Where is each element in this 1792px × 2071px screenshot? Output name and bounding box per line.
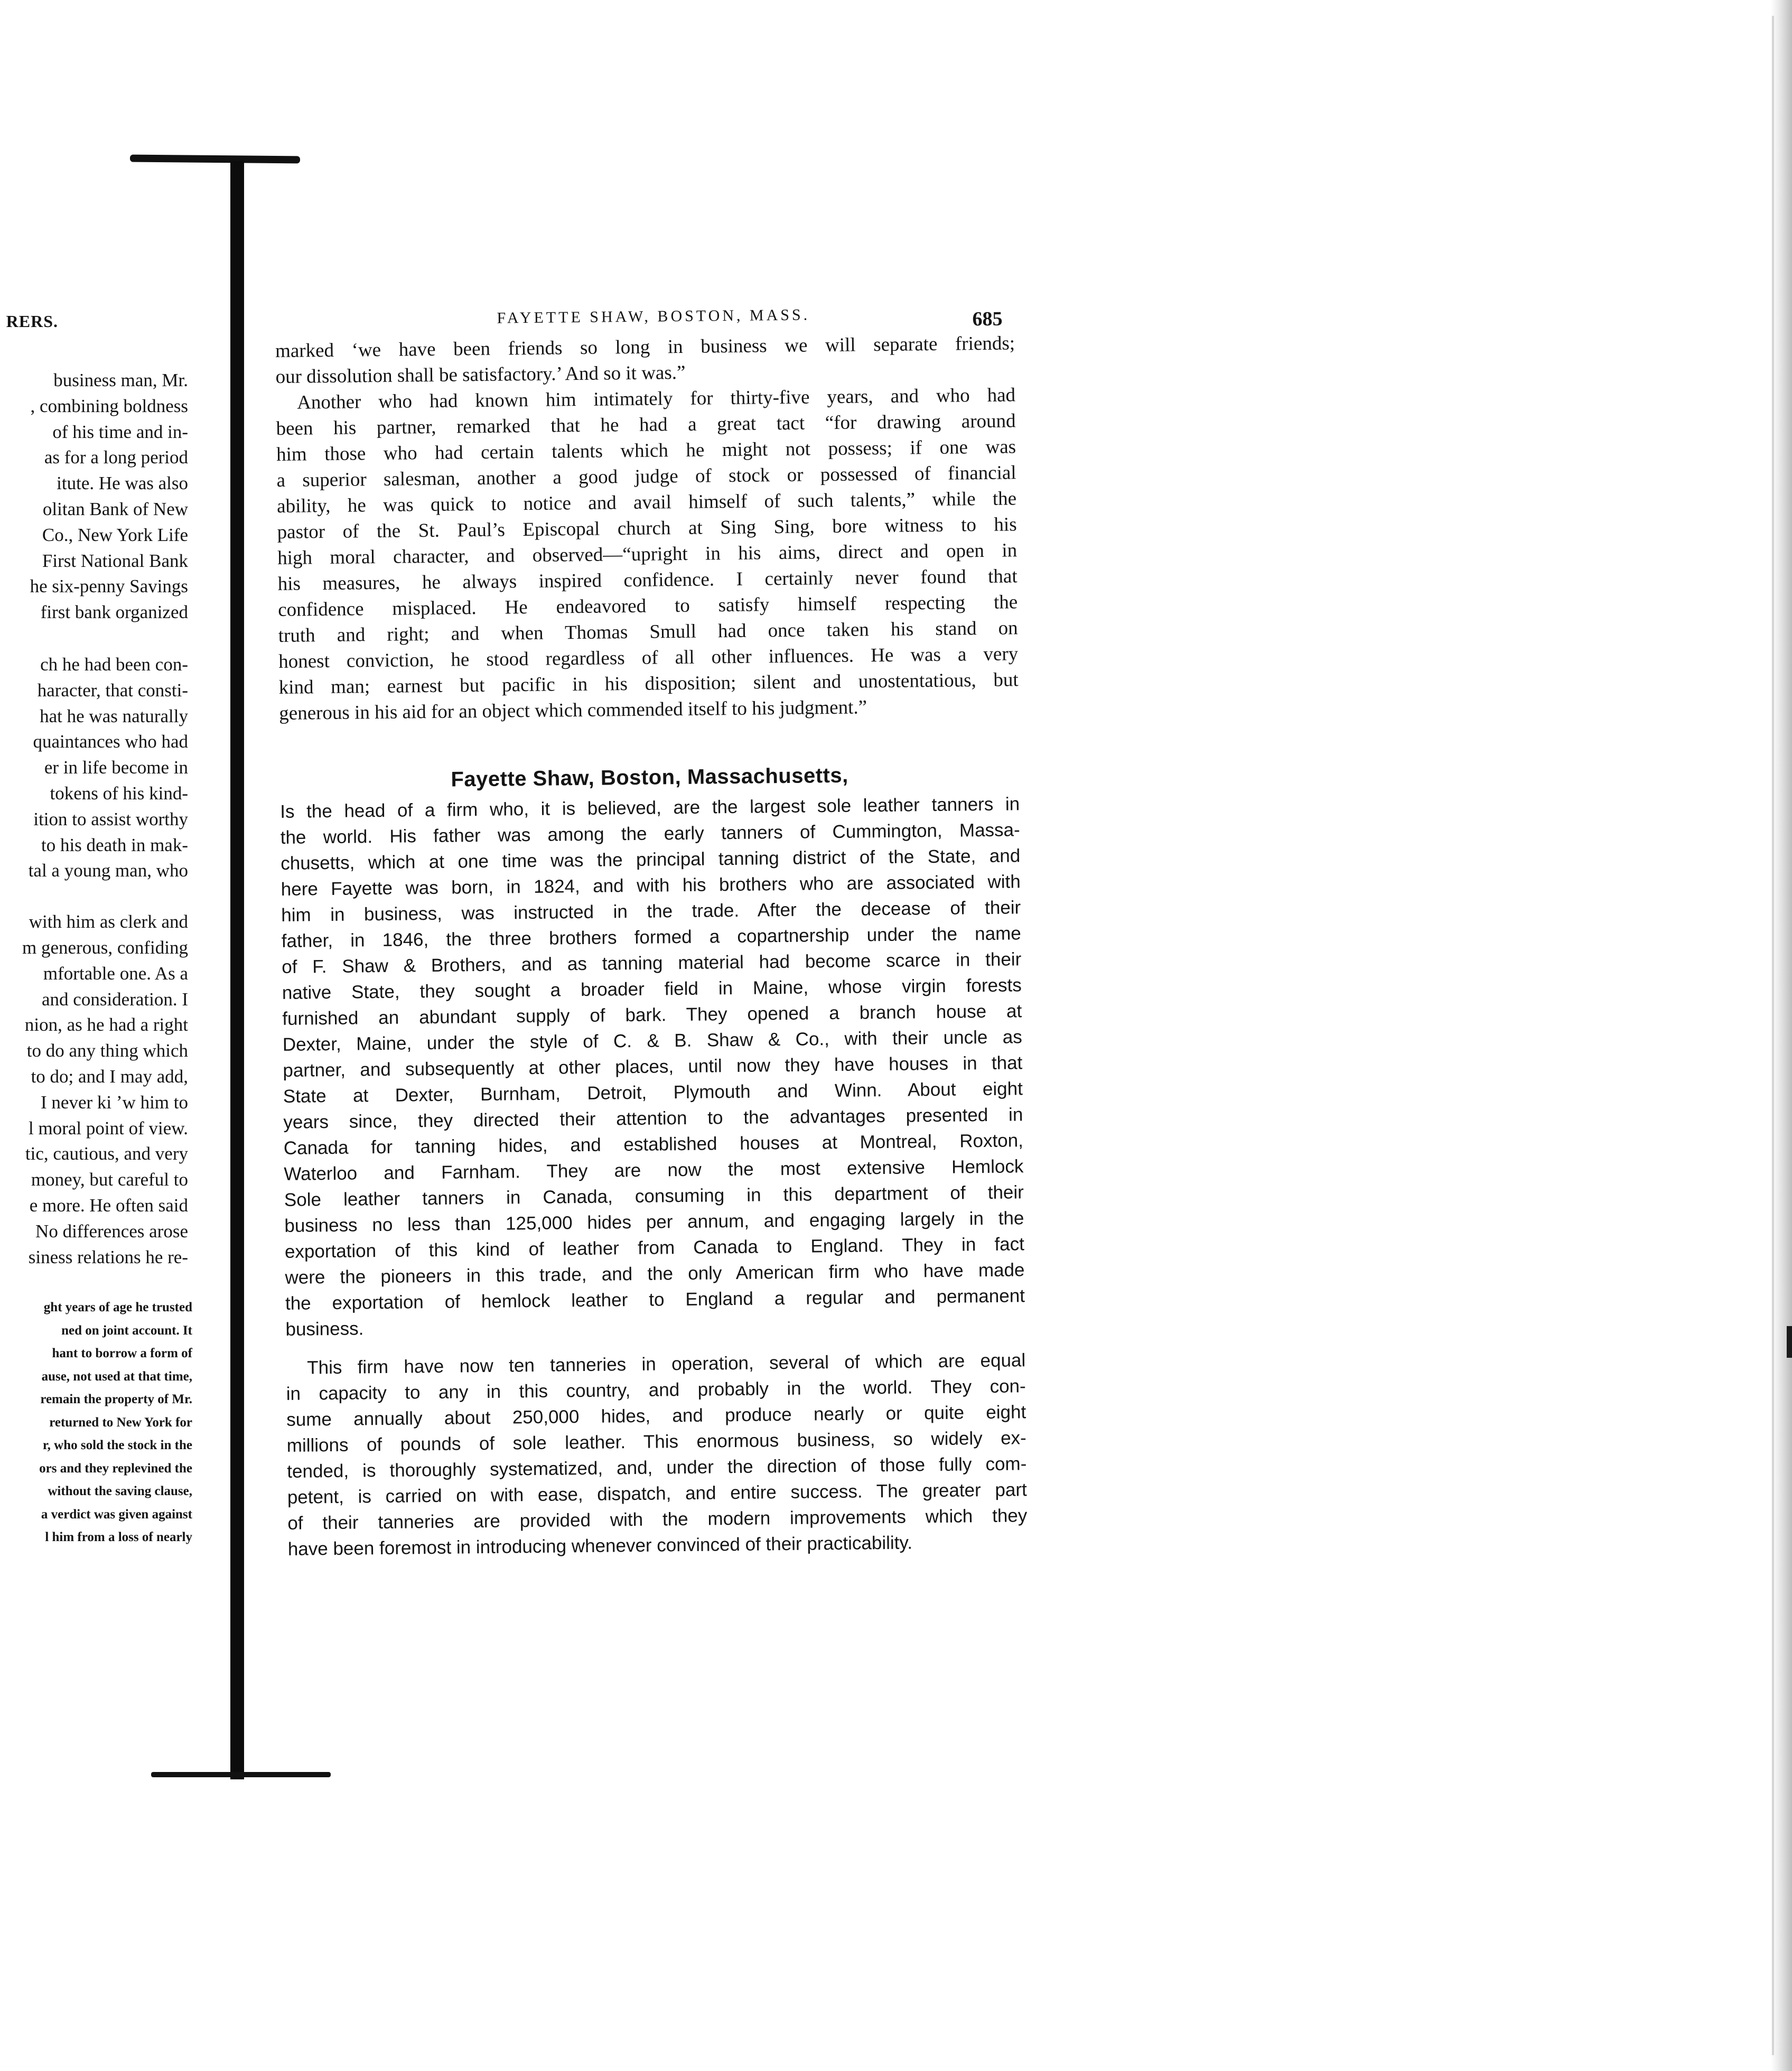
- text-line: were the pioneers in this trade, and the only American firm who have made: [285, 1260, 1025, 1288]
- text-line: business no less than 125,000 hides per annum, and engaging largely in the: [284, 1208, 1024, 1236]
- text-line: furnished an abundant supply of bark. They opened a branch house at: [282, 1001, 1022, 1029]
- left-page-line: tal a young man, who: [28, 860, 188, 881]
- left-footnote-line: returned to New York for: [49, 1415, 192, 1430]
- left-page-line: I never ki ʼw him to: [41, 1092, 188, 1113]
- left-page-line: tic, cautious, and very: [25, 1143, 188, 1164]
- left-footnote-line: hant to borrow a form of: [52, 1346, 192, 1360]
- left-page-line: First National Bank: [42, 550, 188, 571]
- left-page-line: quaintances who had: [33, 731, 188, 752]
- running-head: [275, 288, 1015, 338]
- main-page: [275, 288, 1028, 1562]
- text-line: the exportation of hemlock leather to England a regular and permanent: [285, 1285, 1025, 1314]
- text-line: Canada for tanning hides, and established houses at Montreal, Roxton,: [283, 1130, 1024, 1159]
- page-edge-line: [1772, 16, 1774, 2055]
- text-line: confidence misplaced. He endeavored to satisfy himself respecting the: [278, 591, 1018, 621]
- left-page-line: ition to assist worthy: [33, 808, 188, 829]
- left-page-line: first bank organized: [40, 602, 188, 623]
- text-line: ability, he was quick to notice and avail himself of such talents,” while the: [276, 488, 1017, 517]
- text-line: our dissolution shall be satisfactory.’ And so it was.”: [275, 361, 686, 388]
- text-line: native State, they sought a broader field in Maine, whose virgin forests: [282, 975, 1022, 1003]
- left-page-line: money, but careful to: [31, 1169, 188, 1190]
- left-page-header: RERS.: [6, 312, 58, 331]
- text-line: Is the head of a firm who, it is believed, are the largest sole leather tanners in: [280, 794, 1020, 822]
- text-line: tended, is thoroughly systematized, and, under the direction of those fully com-: [287, 1453, 1027, 1482]
- text-line: honest conviction, he stood regardless of all other influences. He was a very: [278, 643, 1019, 673]
- body-paragraph-2: [286, 1347, 1028, 1562]
- text-line: him those who had certain talents which he might not possess; if one was: [276, 436, 1016, 465]
- text-line: pastor of the St. Paul’s Episcopal church at Sing Sing, bore witness to his: [277, 514, 1017, 543]
- left-footnote-line: ght years of age he trusted: [43, 1300, 192, 1314]
- left-page-line: er in life become in: [44, 757, 188, 778]
- text-line: Waterloo and Farnham. They are now the most extensive Hemlock: [284, 1156, 1024, 1184]
- left-page-line: to do; and I may add,: [31, 1066, 188, 1087]
- left-footnote-line: a verdict was given against: [41, 1507, 192, 1522]
- text-line: of F. Shaw & Brothers, and as tanning material had become scarce in their: [282, 949, 1022, 977]
- left-page-line: mfortable one. As a: [43, 963, 188, 984]
- text-line: years since, they directed their attention to the advantages presented in: [283, 1104, 1023, 1133]
- left-page-line: siness relations he re-: [28, 1246, 188, 1267]
- text-line: high moral character, and observed—“upright in his aims, direct and open in: [277, 539, 1018, 569]
- body-paragraph-1: [280, 791, 1025, 1342]
- left-footnote-line: ause, not used at that time,: [41, 1369, 192, 1384]
- text-line: of their tanneries are provided with the modern improvements which they: [287, 1505, 1028, 1534]
- quote-paragraph-1: [275, 330, 1015, 390]
- left-footnote-line: ors and they replevined the: [39, 1461, 192, 1476]
- left-page-line: with him as clerk and: [29, 911, 188, 932]
- text-line: Another who had known him intimately for thirty-five years, and who had: [296, 384, 1016, 414]
- left-footnote-line: remain the property of Mr.: [40, 1392, 192, 1406]
- left-footnote-line: l him from a loss of nearly: [45, 1530, 192, 1544]
- page-number: 685: [972, 307, 1003, 331]
- edge-mark: [1787, 1326, 1792, 1358]
- left-page-line: l moral point of view.: [29, 1117, 188, 1139]
- text-line: have been foremost in introducing whenever convinced of their practicability.: [287, 1532, 913, 1560]
- text-line: a superior salesman, another a good judge of stock or possessed of financial: [276, 462, 1016, 491]
- left-page-line: hat he was naturally: [40, 705, 188, 726]
- left-page-line: to his death in mak-: [41, 834, 188, 855]
- gutter-divider-stem: [230, 161, 244, 1779]
- left-page-line: nion, as he had a right: [24, 1014, 188, 1036]
- text-line: truth and right; and when Thomas Smull had once taken his stand on: [278, 617, 1018, 647]
- left-page-line: tokens of his kind-: [50, 783, 188, 804]
- text-line: kind man; earnest but pacific in his disposition; silent and unostentatious, but: [278, 669, 1019, 698]
- quote-paragraph-2: [276, 382, 1019, 726]
- left-footnote-line: without the saving clause,: [48, 1484, 192, 1498]
- left-page-line: Co., New York Life: [42, 524, 188, 545]
- left-page-line: m generous, confiding: [22, 937, 188, 958]
- text-line: him in business, was instructed in the trade. After the decease of their: [281, 897, 1021, 926]
- left-footnote-line: r, who sold the stock in the: [42, 1438, 192, 1452]
- text-line: generous in his aid for an object which commended itself to his judgment.”: [279, 696, 867, 724]
- left-page-line: , combining boldness: [30, 395, 188, 416]
- left-page-line: olitan Bank of New: [42, 499, 188, 519]
- left-footnote-line: ned on joint account. It: [61, 1323, 192, 1338]
- text-line: millions of pounds of sole leather. This enormous business, so widely ex-: [286, 1428, 1026, 1456]
- text-line: been his partner, remarked that he had a great tact “for drawing around: [276, 410, 1016, 440]
- text-line: marked ‘we have been friends so long in business we will separate friends;: [275, 332, 1015, 362]
- text-line: Dexter, Maine, under the style of C. & B. Shaw & Co., with their uncle as: [282, 1027, 1022, 1055]
- left-page-line: ch he had been con-: [40, 654, 188, 675]
- left-page-line: business man, Mr.: [53, 370, 188, 390]
- text-line: This firm have now ten tanneries in operation, several of which are equal: [307, 1350, 1026, 1378]
- text-line: petent, is carried on with ease, dispatch, and entire success. The greater part: [287, 1479, 1027, 1508]
- text-line: in capacity to any in this country, and probably in the world. They con-: [286, 1376, 1026, 1404]
- left-page-fragment: [0, 0, 201, 2071]
- text-line: exportation of this kind of leather from Canada to England. They in fact: [284, 1234, 1025, 1262]
- running-title: FAYETTE SHAW, BOSTON, MASS.: [497, 306, 810, 327]
- text-line: here Fayette was born, in 1824, and with his brothers who are associated with: [281, 871, 1021, 900]
- text-line: the world. His father was among the early tanners of Cummington, Massa-: [280, 819, 1020, 848]
- left-page-line: e more. He often said: [29, 1195, 188, 1216]
- left-page-line: and consideration. I: [42, 988, 188, 1010]
- text-line: his measures, he always inspired confidence. I certainly never found that: [277, 565, 1018, 595]
- text-line: father, in 1846, the three brothers formed a copartnership under the name: [281, 923, 1021, 951]
- text-line: Sole leather tanners in Canada, consuming in this department of their: [284, 1182, 1024, 1210]
- page-edge: [1771, 0, 1792, 2071]
- section-heading: Fayette Shaw, Boston, Massachusetts,: [451, 763, 848, 791]
- text-line: chusetts, which at one time was the principal tanning district of the State, and: [281, 845, 1021, 874]
- text-line: State at Dexter, Burnham, Detroit, Plymouth and Winn. About eight: [283, 1078, 1023, 1107]
- left-page-line: No differences arose: [35, 1220, 188, 1242]
- text-line: business.: [285, 1318, 364, 1340]
- left-page-line: he six-penny Savings: [30, 576, 188, 597]
- text-line: partner, and subsequently at other places, until now they have houses in that: [283, 1052, 1023, 1081]
- left-page-line: to do any thing which: [26, 1040, 188, 1061]
- left-page-line: of his time and in-: [52, 421, 188, 442]
- left-page-line: itute. He was also: [57, 473, 188, 494]
- text-line: sume annually about 250,000 hides, and produce nearly or quite eight: [286, 1402, 1026, 1430]
- left-page-line: as for a long period: [44, 447, 188, 468]
- left-page-line: haracter, that consti-: [37, 679, 188, 701]
